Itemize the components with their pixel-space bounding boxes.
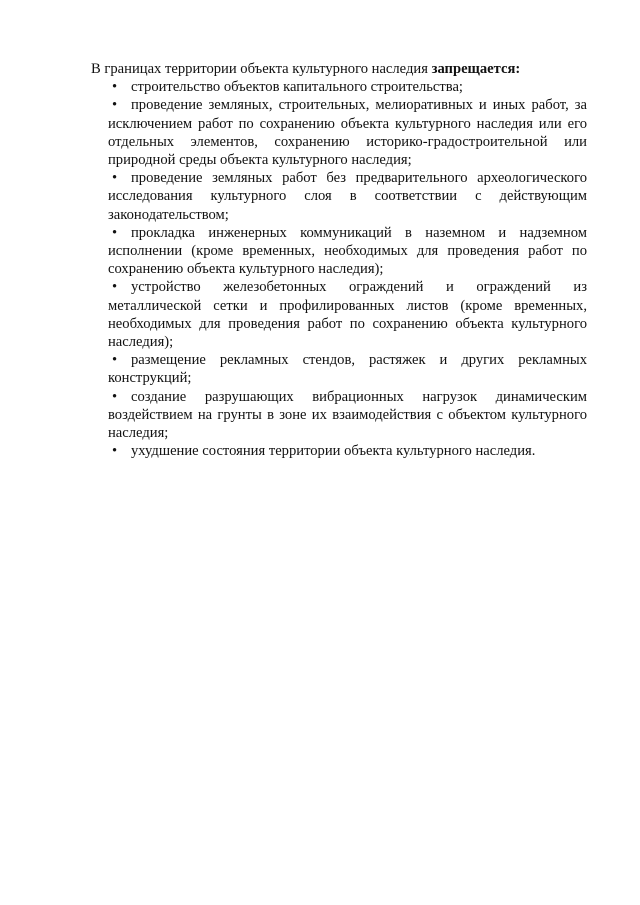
bullet-icon: •	[112, 224, 118, 241]
list-item-text: устройство железобетонных ограждений и ограждений из металлической сетки и профилированных листов (кроме временных, необходимых для проведения работ по сохранению объекта культурного наследия);	[108, 279, 587, 351]
list-item	[108, 78, 587, 96]
intro-text: В границах территории объекта культурного наследия	[91, 61, 432, 77]
bullet-icon: •	[112, 79, 118, 96]
document-body	[91, 60, 587, 460]
list-item	[108, 96, 587, 169]
intro-paragraph	[91, 60, 587, 78]
list-item	[108, 442, 587, 460]
list-item-text: ухудшение состояния территории объекта культурного наследия.	[131, 443, 536, 460]
list-item-text: проведение земляных работ без предварительного археологического исследования культурного слоя в соответствии с действующим законодательством;	[108, 170, 587, 223]
list-item-text: создание разрушающих вибрационных нагрузок динамическим воздействием на грунты в зоне их взаимодействия с объектом культурного наследия;	[108, 388, 587, 442]
list-item-text: размещение рекламных стендов, растяжек и других рекламных конструкций;	[108, 352, 587, 387]
bullet-icon: •	[112, 443, 118, 460]
list-item	[108, 169, 587, 224]
list-item	[108, 388, 587, 443]
list-item	[108, 351, 587, 387]
intro-emphasis: запрещается:	[431, 61, 521, 77]
bullet-icon: •	[112, 170, 118, 187]
prohibitions-list	[108, 78, 587, 460]
list-item	[108, 224, 587, 279]
bullet-icon: •	[112, 388, 118, 405]
list-item	[108, 278, 587, 351]
list-item-text: проведение земляных, строительных, мелиоративных и иных работ, за исключением работ по сохранению объекта культурного наследия или его отдельных элементов, сохранению историко-градостроительной или природной среды объекта культурного наследия;	[108, 97, 587, 169]
bullet-icon: •	[112, 279, 118, 296]
list-item-text: прокладка инженерных коммуникаций в наземном и надземном исполнении (кроме временных, необходимых для проведения работ по сохранению объекта культурного наследия);	[108, 224, 587, 278]
bullet-icon: •	[112, 97, 118, 114]
bullet-icon: •	[112, 352, 118, 369]
list-item-text: строительство объектов капитального строительства;	[131, 79, 463, 96]
